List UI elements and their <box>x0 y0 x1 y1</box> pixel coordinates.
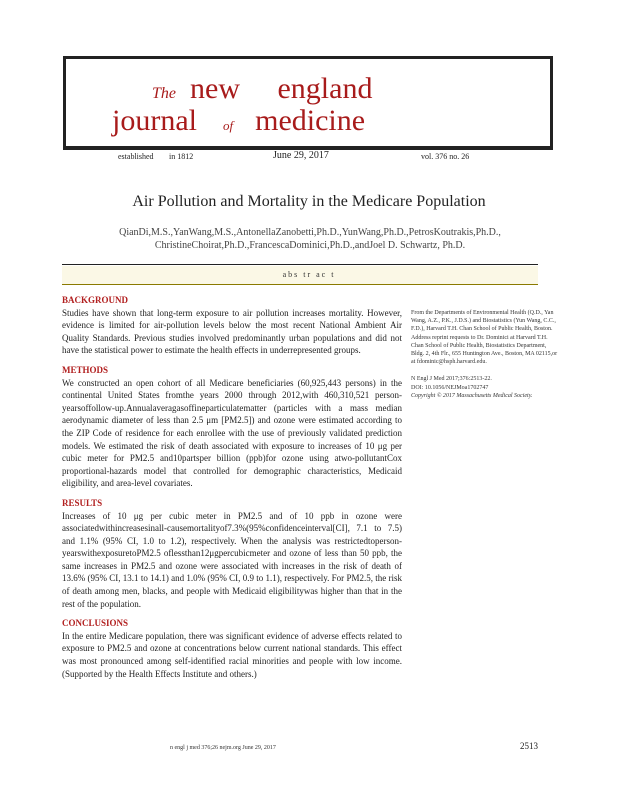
author-line-2: ChristineChoirat,Ph.D.,FrancescaDominici,Ph.D.,andJoel D. Schwartz, Ph.D. <box>154 240 466 251</box>
sidebar-citation: N Engl J Med 2017;376:2513-22. <box>411 376 492 383</box>
page-number: 2513 <box>520 741 538 751</box>
conclusions-heading: CONCLUSIONS <box>62 618 129 629</box>
masthead-journal: journal <box>112 104 197 137</box>
issue-year: in 1812 <box>169 152 194 161</box>
sidebar-notes <box>411 309 559 400</box>
masthead-england: england <box>277 72 373 105</box>
conclusions-text: In the entire Medicare population, there was significant evidence of adverse effects related to exposure to PM2.5 and ozone at concentrations below current national standards. This effect was most pronounced among self-identified racial minorities and people with low income. (Supported by the Health Effects Institute and others.) <box>62 630 402 679</box>
author-line-1: QianDi,M.S.,YanWang,M.S.,AntonellaZanobetti,Ph.D.,YunWang,Ph.D.,PetrosKoutrakis,Ph.D., <box>119 227 501 238</box>
abstract-top-rule <box>62 264 538 265</box>
results-text: Increases of 10 μg per cubic meter in PM2.5 and of 10 ppb in ozone were associatedwithincreasesinall-causemortalityof7.3%(95%confidenceinterval[CI], 7.1 to 7.5) and 1.1% (95% CI, 1.0 to 1.2), respectively. When the analysis was restrictedtoperson-yearswithexposuretoPM2.5 oflessthan12μgpercubicmeter and ozone of less than 50 ppb, the same increases in PM2.5 and ozone were associated with increases in the risk of death of 13.6% (95% CI, 13.1 to 14.1) and 1.0% (95% CI, 0.9 to 1.1), respectively. For PM2.5, the risk of death among men, blacks, and people with Medicaid eligibilitywas higher than that in the rest of the population. <box>62 510 402 609</box>
sidebar-copyright: Copyright © 2017 Massachusetts Medical Society. <box>411 392 533 399</box>
sidebar-doi: DOI: 10.1056/NEJMoa1702747 <box>411 384 489 391</box>
masthead-line-1 <box>152 72 372 106</box>
methods-text: We constructed an open cohort of all Medicare beneficiaries (60,925,443 persons) in the continental United States fromthe years 2000 through 2012,with 460,310,521 person-yearsoffollow-up.Annualaveragasoffineparticulatematter (particles with a mass median aerodynamic diameter of less than 2.5 μm [PM2.5]) and ozone were estimated according to the ZIP Code of residence for each enrollee with the use of previously validated prediction models. We estimated the risk of death associated with exposure to increases of 10 μg per cubic meter for PM2.5 and10partsper billion (ppb)for ozone using atwo-pollutantCox proportional-hazards model that controlled for demographic characteristics, Medicaid eligibility, and area-level covariates. <box>62 377 402 489</box>
background-heading: BACKGROUND <box>62 295 129 305</box>
abstract-label: abs tr ac t <box>282 270 336 279</box>
article-title: Air Pollution and Mortality in the Medicare Population <box>132 193 486 210</box>
masthead-medicine: medicine <box>255 104 366 137</box>
issue-established: established <box>118 152 154 161</box>
issue-volume: vol. 376 no. 26 <box>421 152 470 161</box>
methods-heading: METHODS <box>62 364 109 375</box>
masthead-of: of <box>222 118 234 133</box>
masthead-line-2 <box>112 104 365 138</box>
masthead-new: new <box>190 72 240 105</box>
background-text: Studies have shown that long-term exposure to air pollution increases mortality. However, evidence is limited for air-pollution levels below the most recent National Ambient Air Quality Standards. Previous studies involved predominantly urban populations and did not have the statistical power to estimate the health effects in underrepresented groups. <box>62 307 402 356</box>
author-list <box>70 226 550 252</box>
results-heading: RESULTS <box>62 497 103 508</box>
masthead-the: The <box>152 85 176 102</box>
issue-date: June 29, 2017 <box>273 150 329 161</box>
sidebar-affiliation: From the Departments of Environmental Health (Q.D., Yan Wang, A.Z., P.K., J.D.S.) and Biostatistics (Yun Wang, C.C., F.D.), Harvard T.H. Chan School of Public Health, Boston. Address reprint requests to Dr. Dominici at Harvard T.H. Chan School of Public Health, Biostatistics Department, Bldg. 2, 4th Flr., 655 Huntington Ave., Boston, MA 02115,or at fdominic@hsph.harvard.edu. <box>411 310 558 366</box>
running-footer: n engl j med 376;26 nejm.org June 29, 2017 <box>170 745 276 751</box>
abstract-body <box>62 294 402 687</box>
